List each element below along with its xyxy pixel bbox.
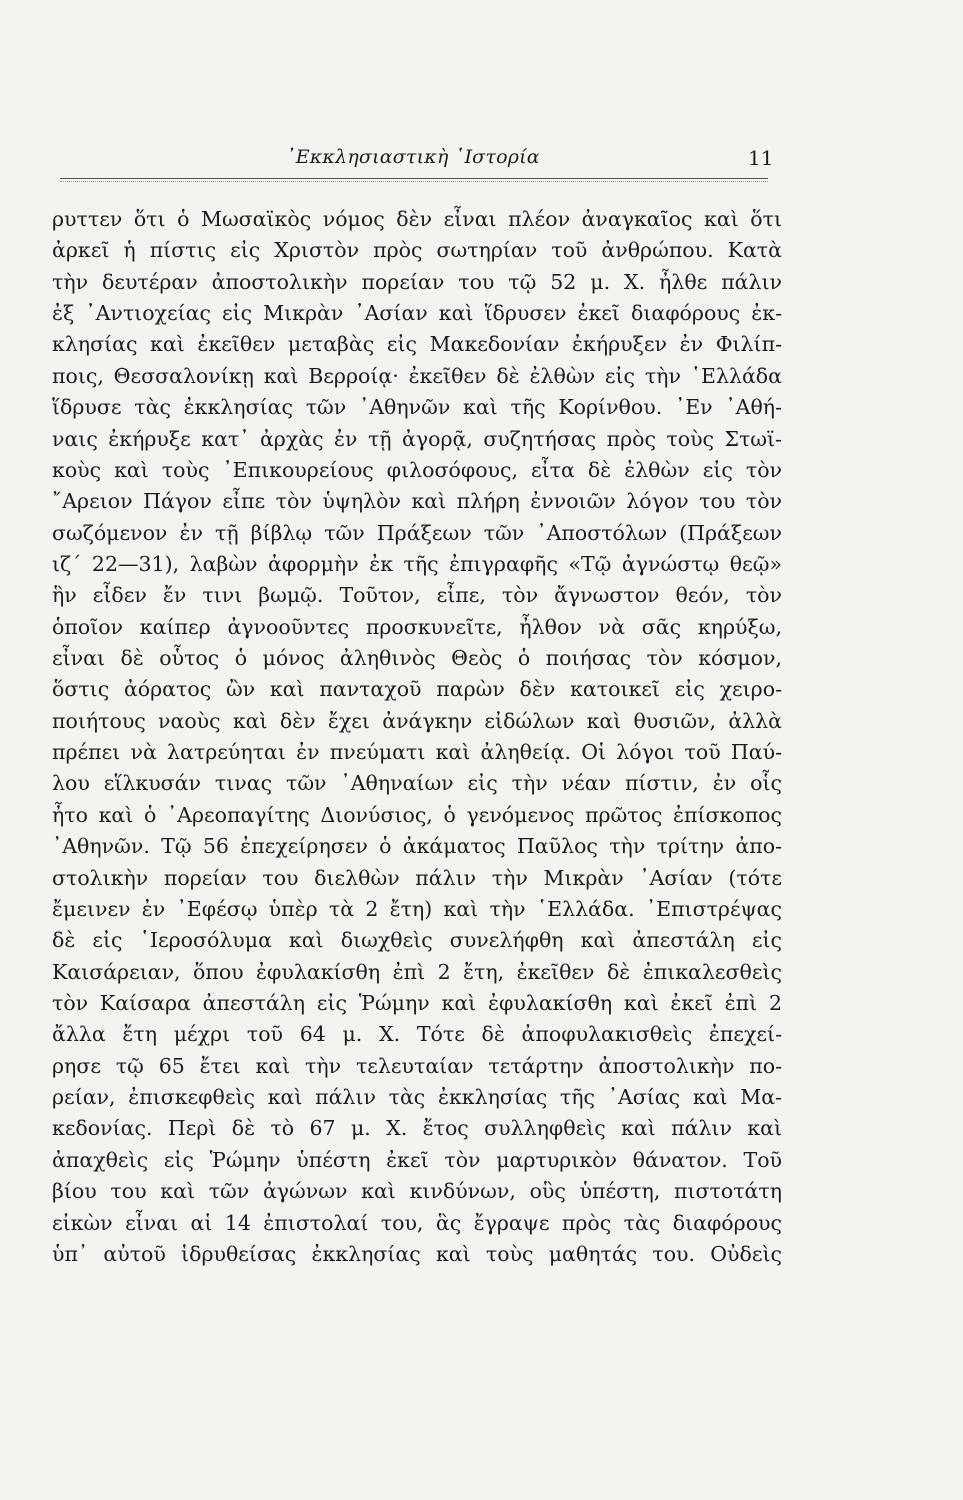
text-line: ρείαν, ἐπισκεφθεὶς καὶ πάλιν τὰς ἐκκλησίας τῆς ᾿Ασίας καὶ Μα- — [52, 1085, 782, 1110]
text-line: ᾿Αθηνῶν. Τῷ 56 ἐπεχείρησεν ὁ ἀκάματος Παῦλος τὴν τρίτην ἀπο- — [52, 834, 782, 859]
text-line: κλησίας καὶ ἐκεῖθεν μεταβὰς εἰς Μακεδονίαν ἐκήρυξεν ἐν Φιλίπ- — [52, 332, 782, 357]
text-line: ἐξ ᾿Αντιοχείας εἰς Μικρὰν ᾿Ασίαν καὶ ἵδρυσεν ἐκεῖ διαφόρους ἐκ- — [52, 301, 782, 326]
text-line: ἀρκεῖ ἡ πίστις εἰς Χριστὸν πρὸς σωτηρίαν τοῦ ἀνθρώπου. Κατὰ — [52, 238, 782, 263]
text-line: λου εἵλκυσάν τινας τῶν ᾿Αθηναίων εἰς τὴν νέαν πίστιν, ἐν οἷς — [52, 771, 782, 796]
text-line: ἣν εἶδεν ἔν τινι βωμῷ. Τοῦτον, εἶπε, τὸν ἄγνωστον θεόν, τὸν — [52, 583, 782, 608]
text-line: ἦτο καὶ ὁ ᾿Αρεοπαγίτης Διονύσιος, ὁ γενόμενος πρῶτος ἐπίσκοπος — [52, 802, 782, 827]
text-line: ποιήτους ναοὺς καὶ δὲν ἔχει ἀνάγκην εἰδώλων καὶ θυσιῶν, ἀλλὰ — [52, 708, 782, 733]
page-number: 11 — [748, 146, 774, 170]
text-line: τὸν Καίσαρα ἀπεστάλη εἰς Ῥώμην καὶ ἐφυλακίσθη καὶ ἐκεῖ ἐπὶ 2 — [52, 990, 782, 1015]
text-line: ἔμεινεν ἐν ᾿Εφέσῳ ὑπὲρ τὰ 2 ἔτη) καὶ τὴν ῾Ελλάδα. ᾿Επιστρέψας — [52, 896, 782, 921]
body-text — [52, 204, 782, 1270]
text-line: ιζ΄ 22—31), λαβὼν ἀφορμὴν ἐκ τῆς ἐπιγραφῆς «Τῷ ἀγνώστῳ θεῷ» — [52, 551, 782, 576]
text-line: ὁποῖον καίπερ ἀγνοοῦντες προσκυνεῖτε, ἦλθον νὰ σᾶς κηρύξω, — [52, 614, 782, 639]
text-line: ρησε τῷ 65 ἔτει καὶ τὴν τελευταίαν τετάρτην ἀποστολικὴν πο- — [52, 1053, 782, 1078]
text-line: ὅστις ἀόρατος ὢν καὶ πανταχοῦ παρὼν δὲν κατοικεῖ εἰς χειρο- — [52, 677, 782, 702]
text-line: Καισάρειαν, ὅπου ἐφυλακίσθη ἐπὶ 2 ἔτη, ἐκεῖθεν δὲ ἐπικαλεσθεὶς — [52, 959, 782, 984]
text-line: ἄλλα ἔτη μέχρι τοῦ 64 μ. Χ. Τότε δὲ ἀποφυλακισθεὶς ἐπεχεί- — [52, 1022, 782, 1047]
text-line: βίου του καὶ τῶν ἀγώνων καὶ κινδύνων, οὓς ὑπέστη, πιστοτάτη — [52, 1179, 782, 1204]
text-line: ὑπ᾿ αὐτοῦ ἱδρυθείσας ἐκκλησίας καὶ τοὺς μαθητάς του. Οὐδεὶς — [52, 1241, 782, 1266]
text-line: ἵδρυσε τὰς ἐκκλησίας τῶν ᾿Αθηνῶν καὶ τῆς Κορίνθου. ᾿Εν ᾿Αθή- — [52, 395, 782, 420]
text-line: ναις ἐκήρυξε κατ᾿ ἀρχὰς ἐν τῇ ἀγορᾷ, συζητήσας πρὸς τοὺς Στωϊ- — [52, 426, 782, 451]
text-line: τὴν δευτέραν ἀποστολικὴν πορείαν του τῷ 52 μ. Χ. ἦλθε πάλιν — [52, 269, 782, 294]
text-line: στολικὴν πορείαν του διελθὼν πάλιν τὴν Μικρὰν ᾿Ασίαν (τότε — [52, 865, 782, 890]
text-line: δὲ εἰς ῾Ιεροσόλυμα καὶ διωχθεὶς συνελήφθη καὶ ἀπεστάλη εἰς — [52, 928, 782, 953]
text-line: ἀπαχθεὶς εἰς Ῥώμην ὑπέστη ἐκεῖ τὸν μαρτυρικὸν θάνατον. Τοῦ — [52, 1147, 782, 1172]
text-line: κεδονίας. Περὶ δὲ τὸ 67 μ. Χ. ἔτος συλληφθεὶς καὶ πάλιν καὶ — [52, 1116, 782, 1141]
text-line: εἶναι δὲ οὗτος ὁ μόνος ἀληθινὸς Θεὸς ὁ ποιήσας τὸν κόσμον, — [52, 646, 782, 671]
header-rule-dotted — [60, 181, 768, 182]
text-line: ῎Αρειον Πάγον εἶπε τὸν ὑψηλὸν καὶ πλήρη ἐννοιῶν λόγον του τὸν — [52, 489, 782, 514]
text-line: ποις, Θεσσαλονίκῃ καὶ Βερροίᾳ· ἐκεῖθεν δὲ ἐλθὼν εἰς τὴν ῾Ελλάδα — [52, 363, 782, 388]
text-line: σωζόμενον ἐν τῇ βίβλῳ τῶν Πράξεων τῶν ᾿Αποστόλων (Πράξεων — [52, 520, 782, 545]
header-rule — [60, 178, 768, 179]
text-line: εἰκὼν εἶναι αἱ 14 ἐπιστολαί του, ἃς ἔγραψε πρὸς τὰς διαφόρους — [52, 1210, 782, 1235]
running-title: ᾿Εκκλησιαστικὴ ῾Ιστορία — [286, 146, 540, 168]
text-line: πρέπει νὰ λατρεύηται ἐν πνεύματι καὶ ἀληθείᾳ. Οἱ λόγοι τοῦ Παύ- — [52, 740, 782, 765]
text-line: ρυττεν ὅτι ὁ Μωσαϊκὸς νόμος δὲν εἶναι πλέον ἀναγκαῖος καὶ ὅτι — [52, 207, 782, 231]
text-line: κοὺς καὶ τοὺς ᾿Επικουρείους φιλοσόφους, εἶτα δὲ ἐλθὼν εἰς τὸν — [52, 457, 782, 482]
